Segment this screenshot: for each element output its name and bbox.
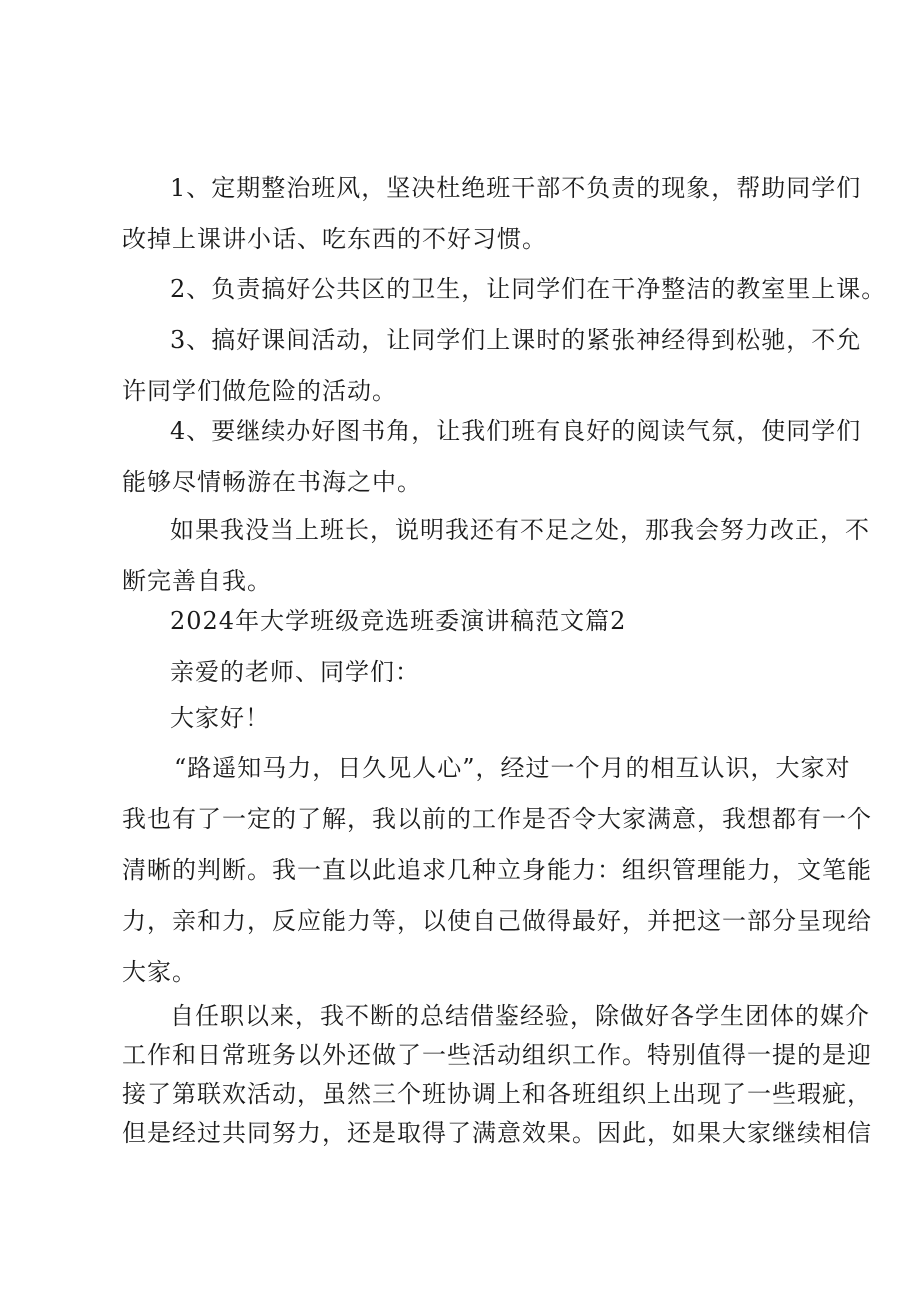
text-line: 能够尽情畅游在书海之中。 — [122, 468, 422, 496]
text-line: 工作和日常班务以外还做了一些活动组织工作。特别值得一提的是迎 — [122, 1041, 872, 1069]
paragraph-3 — [122, 315, 862, 417]
text-line: 如果我没当上班长，说明我还有不足之处，那我会努力改正，不 — [170, 516, 870, 544]
text-line: 大家好！ — [170, 704, 270, 732]
paragraph-5 — [122, 505, 870, 607]
text-line: 自任职以来，我不断的总结借鉴经验，除做好各学生团体的媒介 — [170, 1002, 870, 1030]
paragraph-6 — [122, 743, 872, 998]
paragraph-4 — [122, 406, 862, 508]
text-line: 清晰的判断。我一直以此追求几种立身能力：组织管理能力，文笔能 — [122, 856, 872, 884]
text-line: 大家。 — [122, 958, 197, 986]
text-line: 4、要继续办好图书角，让我们班有良好的阅读气氛，使同学们 — [170, 417, 862, 445]
greeting — [122, 693, 822, 744]
text-line: 我也有了一定的了解，我以前的工作是否令大家满意，我想都有一个 — [122, 805, 872, 833]
section-title — [122, 596, 822, 647]
text-line: 许同学们做危险的活动。 — [122, 377, 397, 405]
paragraph-7 — [122, 997, 872, 1153]
text-line: 3、搞好课间活动，让同学们上课时的紧张神经得到松驰，不允 — [170, 326, 862, 354]
text-line: 接了第联欢活动，虽然三个班协调上和各班组织上出现了一些瑕疵， — [122, 1080, 872, 1108]
text-line: 但是经过共同努力，还是取得了满意效果。因此，如果大家继续相信 — [122, 1119, 872, 1147]
text-line: 力，亲和力，反应能力等，以使自己做得最好，并把这一部分呈现给 — [122, 907, 872, 935]
salutation — [122, 647, 822, 698]
text-line: 断完善自我。 — [122, 567, 272, 595]
text-line: 亲爱的老师、同学们： — [170, 658, 420, 686]
text-line: 2024年大学班级竞选班委演讲稿范文篇2 — [170, 607, 627, 635]
text-line: 2、负责搞好公共区的卫生，让同学们在干净整洁的教室里上课。 — [170, 275, 887, 303]
paragraph-1 — [122, 163, 862, 265]
text-line: 1、定期整治班风，坚决杜绝班干部不负责的现象，帮助同学们 — [170, 174, 862, 202]
paragraph-2 — [122, 264, 887, 315]
text-line: 改掉上课讲小话、吃东西的不好习惯。 — [122, 225, 547, 253]
text-line: “路遥知马力，日久见人心”，经过一个月的相互认识，大家对 — [174, 754, 851, 782]
